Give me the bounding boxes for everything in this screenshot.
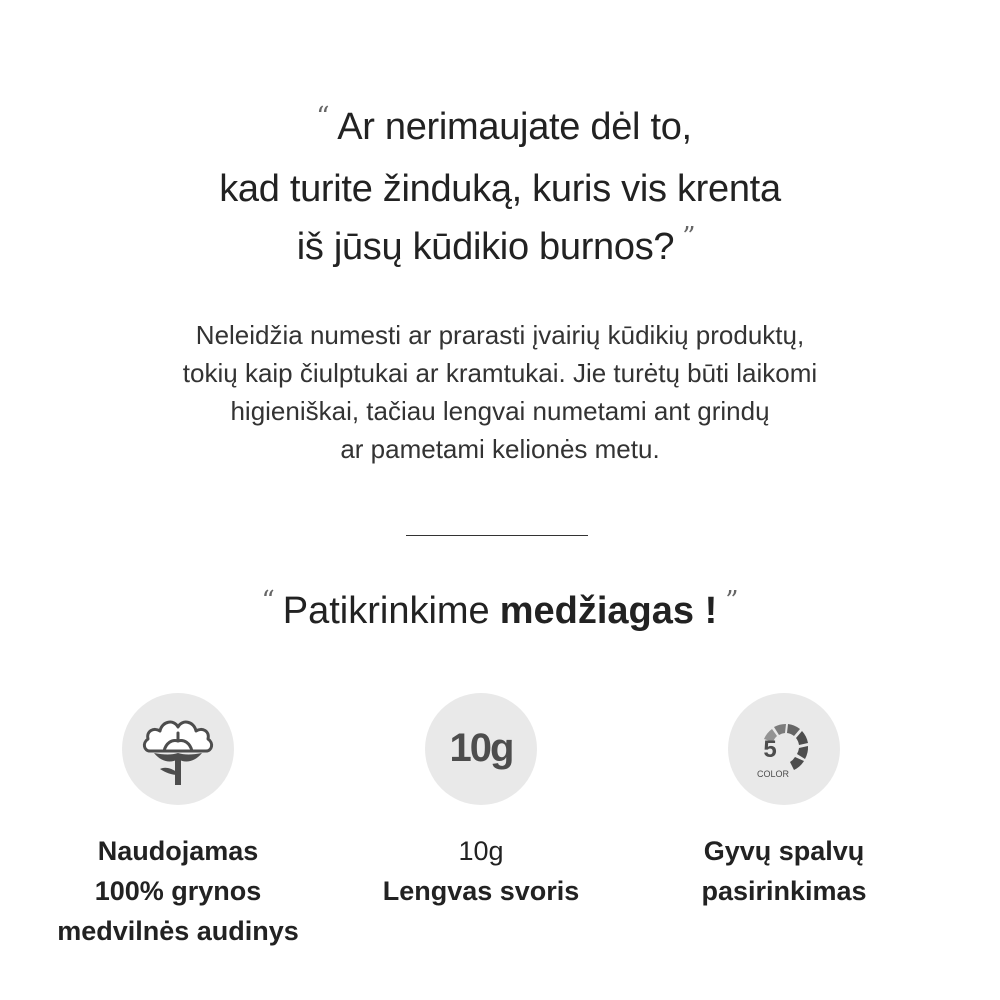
five-color-icon xyxy=(728,693,840,805)
feature-colors xyxy=(634,693,934,911)
color-icon-number: 5 xyxy=(763,736,777,763)
feature-weight-text xyxy=(331,831,631,911)
feature-colors-line-2: pasirinkimas xyxy=(701,876,867,906)
headline-quote xyxy=(0,98,1000,280)
feature-weight-line-2: Lengvas svoris xyxy=(382,876,580,906)
feature-cotton-line-2: 100% grynos xyxy=(94,876,262,906)
quote-line-2: kad turite žinduką, kuris vis krenta xyxy=(219,168,781,210)
materials-heading-text: Patikrinkime xyxy=(282,590,490,632)
quote-line-1-text: Ar nerimaujate dėl to, xyxy=(337,106,692,148)
cotton-plant-icon xyxy=(122,693,234,805)
open-quote-mark: “ xyxy=(316,102,330,132)
close-quote-mark: ” xyxy=(682,222,696,252)
divider xyxy=(406,535,588,536)
description-line-2: tokių kaip čiulptukai ar kramtukai. Jie turėtų būti laikomi xyxy=(182,358,818,388)
feature-cotton-line-1: Naudojamas xyxy=(97,836,259,866)
quote-line-3 xyxy=(0,218,1000,280)
weight-icon-text: 10g xyxy=(449,726,513,770)
weight-10g-icon xyxy=(425,693,537,805)
materials-heading xyxy=(0,586,1000,640)
feature-cotton xyxy=(28,693,328,951)
feature-cotton-line-3: medvilnės audinys xyxy=(57,916,299,946)
description-line-1: Neleidžia numesti ar prarasti įvairių kūdikių produktų, xyxy=(195,320,805,350)
quote-line-3-text: iš jūsų kūdikio burnos? xyxy=(296,226,675,268)
feature-weight xyxy=(331,693,631,911)
feature-colors-line-1: Gyvų spalvų xyxy=(703,836,865,866)
description-line-4: ar pametami kelionės metu. xyxy=(340,434,660,464)
description xyxy=(0,316,1000,468)
quote-line-1 xyxy=(0,98,1000,160)
feature-weight-line-1: 10g xyxy=(458,836,504,866)
feature-cotton-text xyxy=(28,831,328,951)
feature-colors-text xyxy=(634,831,934,911)
color-icon-label: COLOR xyxy=(756,769,790,779)
description-line-3: higieniškai, tačiau lengvai numetami ant grindų xyxy=(230,396,770,426)
materials-heading-bold: medžiagas ! xyxy=(499,590,718,632)
close-quote-mark-2: ” xyxy=(725,586,739,616)
open-quote-mark-2: “ xyxy=(261,586,275,616)
